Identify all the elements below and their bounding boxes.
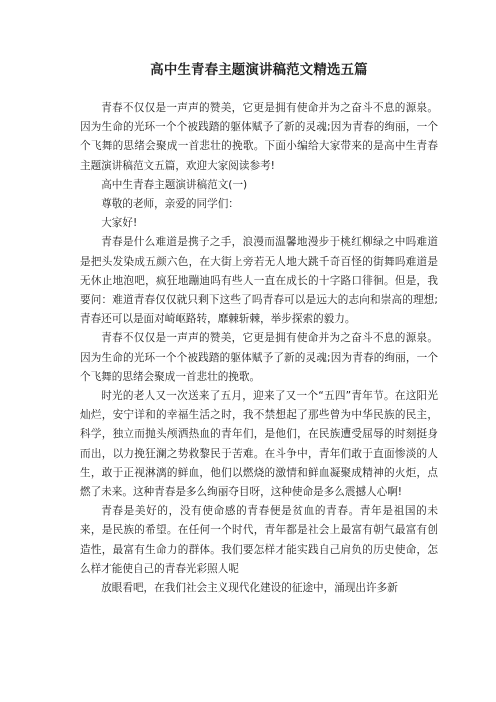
paragraph-outlook: 放眼看吧，在我们社会主义现代化建设的征途中，涌现出许多新: [101, 582, 398, 595]
paragraph-greeting: 大家好!: [101, 217, 138, 230]
document-body: [80, 99, 438, 598]
paragraph-youth-future: 青春是美好的，没有使命感的青春便是贫血的青春。青年是祖国的未来，是民族的希望。在任何一个时代，青年都是社会上最富有朝气最富有创造性，最富有生命力的群体。我们要怎样才能实践自己肩负的历史使命，怎么样才能使自己的青春光彩照人呢: [80, 505, 438, 575]
paragraph-youth-question: 青春是什么难道是携子之手，浪漫而温馨地漫步于桃红柳绿之中吗难道是把头发染成五颜六色，在大街上旁若无人地大跳千奇百怪的街舞吗难道是无休止地泡吧，疯狂地蹦迪吗有些人一直在成长的十字路口徘徊。但是，我要问：难道青春仅仅就只剩下这些了吗青春可以是远大的志向和崇高的理想;青春还可以是面对崎岖路转，靡棘斩棘，举步探索的毅力。: [80, 236, 438, 326]
paragraph-intro: 青春不仅仅是一声声的赞美，它更是拥有使命并为之奋斗不息的源泉。因为生命的光环一个个被践踏的躯体赋予了新的灵魂;因为青春的绚丽，一个个飞舞的思绪会聚成一首悲壮的挽歌。下面小编给大家带来的是高中生青春主题演讲稿范文五篇，欢迎大家阅读参考!: [80, 102, 438, 172]
paragraph-may-fourth: 时光的老人又一次送来了五月，迎来了又一个“五四”青年节。在这阳光灿烂，安宁详和的幸福生活之时，我不禁想起了那些曾为中华民族的民主，科学，独立而抛头颅洒热血的青年们，是他们，在民族遭受屈辱的时刻挺身而出，以力挽狂澜之势救黎民于苦难。在斗争中，青年们敢于直面惨淡的人生，敢于正视淋漓的鲜血，他们以燃烧的激情和鲜血凝聚成精神的火炬，点燃了未来。这种青春是多么绚丽夺目呀，这种使命是多么震撼人心啊!: [80, 390, 438, 499]
paragraph-salutation: 尊敬的老师，亲爱的同学们：: [101, 198, 239, 211]
document-title: 高中生青春主题演讲稿范文精选五篇: [150, 63, 368, 78]
paragraph-section-heading: 高中生青春主题演讲稿范文(一): [101, 178, 248, 191]
paragraph-youth-mission: 青春不仅仅是一声声的赞美，它更是拥有使命并为之奋斗不息的源泉。因为生命的光环一个个被践踏的躯体赋予了新的灵魂;因为青春的绚丽，一个个飞舞的思绪会聚成一首悲壮的挽歌。: [80, 332, 438, 383]
